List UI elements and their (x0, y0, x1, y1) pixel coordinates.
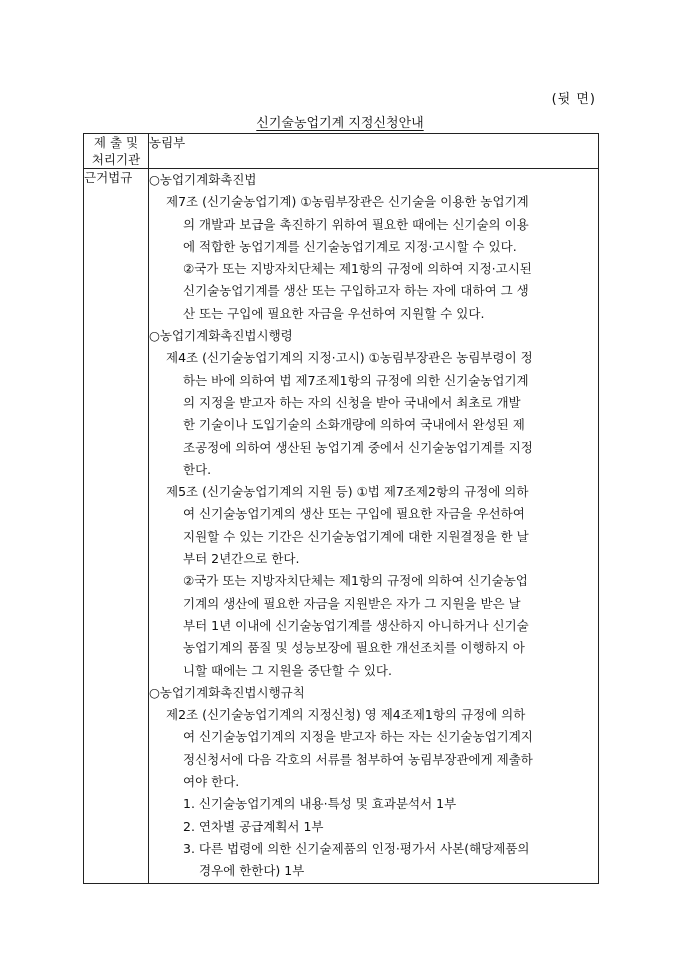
article-paragraph: 제2조 (신기술농업기계의 지정신청) 영 제4조제1항의 규정에 의하 (166, 707, 526, 723)
article-paragraph: 제5조 (신기술농업기계의 지원 등) ①법 제7조제2항의 규정에 의하 (166, 484, 529, 500)
submit-agency-label: 제 출 및 처리기관 (84, 134, 149, 169)
legal-basis-label: 근거법규 (84, 169, 149, 884)
law-heading: ○농업기계화촉진법시행규칙 (149, 684, 305, 700)
legal-basis-content (149, 169, 599, 884)
document-title: 신기술농업기계 지정신청안내 (256, 116, 424, 131)
law-heading: ○농업기계화촉진법시행령 (149, 328, 293, 344)
article-continuation: 여 신기술농업기계의 지정을 받고자 하는 자는 신기술농업기계지 정신청서에 다음 각호의 서류를 첨부하여 농림부장관에게 제출하 여야 한다. (183, 729, 533, 790)
article-paragraph: 제7조 (신기술농업기계) ①농림부장관은 신기술을 이용한 농업기계 (166, 194, 529, 210)
article-continuation: 하는 바에 의하여 법 제7조제1항의 규정에 의한 신기술농업기계 의 지정을 받고자 하는 자의 신청을 받아 국내에서 최초로 개발 한 기술이나 도입기술의 소화개량에 의하여 국내에서 완성된 제 조공정에 의하여 생산된 농업기계 중에서 신기술농업기계를 지정 한다. (183, 372, 533, 477)
list-item: 2. 연차별 공급계획서 1부 (183, 818, 324, 834)
article-continuation: 의 개발과 보급을 촉진하기 위하여 필요한 때에는 신기술의 이용 에 적합한 농업기계를 신기술농업기계로 지정·고시할 수 있다. ②국가 또는 지방자치단체는 제1항의 규정에 의하여 지정·고시된 신기술농업기계를 생산 또는 구입하고자 하는 자에 대하여 그 생 산 또는 구입에 필요한 자금을 우선하여 지원할 수 있다. (183, 216, 532, 321)
list-item: 3. 다른 법령에 의한 신기술제품의 인정·평가서 사본(해당제품의 경우에 한한다) 1부 (183, 840, 530, 879)
article-continuation: 여 신기술농업기계의 생산 또는 구입에 필요한 자금을 우선하여 지원할 수 있는 기간은 신기술농업기계에 대한 지원결정을 한 날 부터 2년간으로 한다. ②국가 또는 지방자치단체는 제1항의 규정에 의하여 신기술농업 기계의 생산에 필요한 자금을 지원받은 자가 그 지원을 받은 날 부터 1년 이내에 신기술농업기계를 생산하지 아니하거나 신기술 농업기계의 품질 및 성능보장에 필요한 개선조치를 이행하지 아 니할 때에는 그 지원을 중단할 수 있다. (183, 506, 529, 678)
law-row (84, 169, 599, 884)
article-paragraph: 제4조 (신기술농업기계의 지정·고시) ①농림부장관은 농림부령이 정 (166, 350, 533, 366)
submit-row (84, 134, 599, 169)
guide-table (83, 133, 599, 884)
back-side-marker: (뒷 면) (551, 92, 596, 107)
law-heading: ○농업기계화촉진법 (149, 172, 257, 187)
submit-agency-value: 농림부 (149, 134, 599, 169)
list-item: 1. 신기술농업기계의 내용·특성 및 효과분석서 1부 (183, 796, 457, 812)
